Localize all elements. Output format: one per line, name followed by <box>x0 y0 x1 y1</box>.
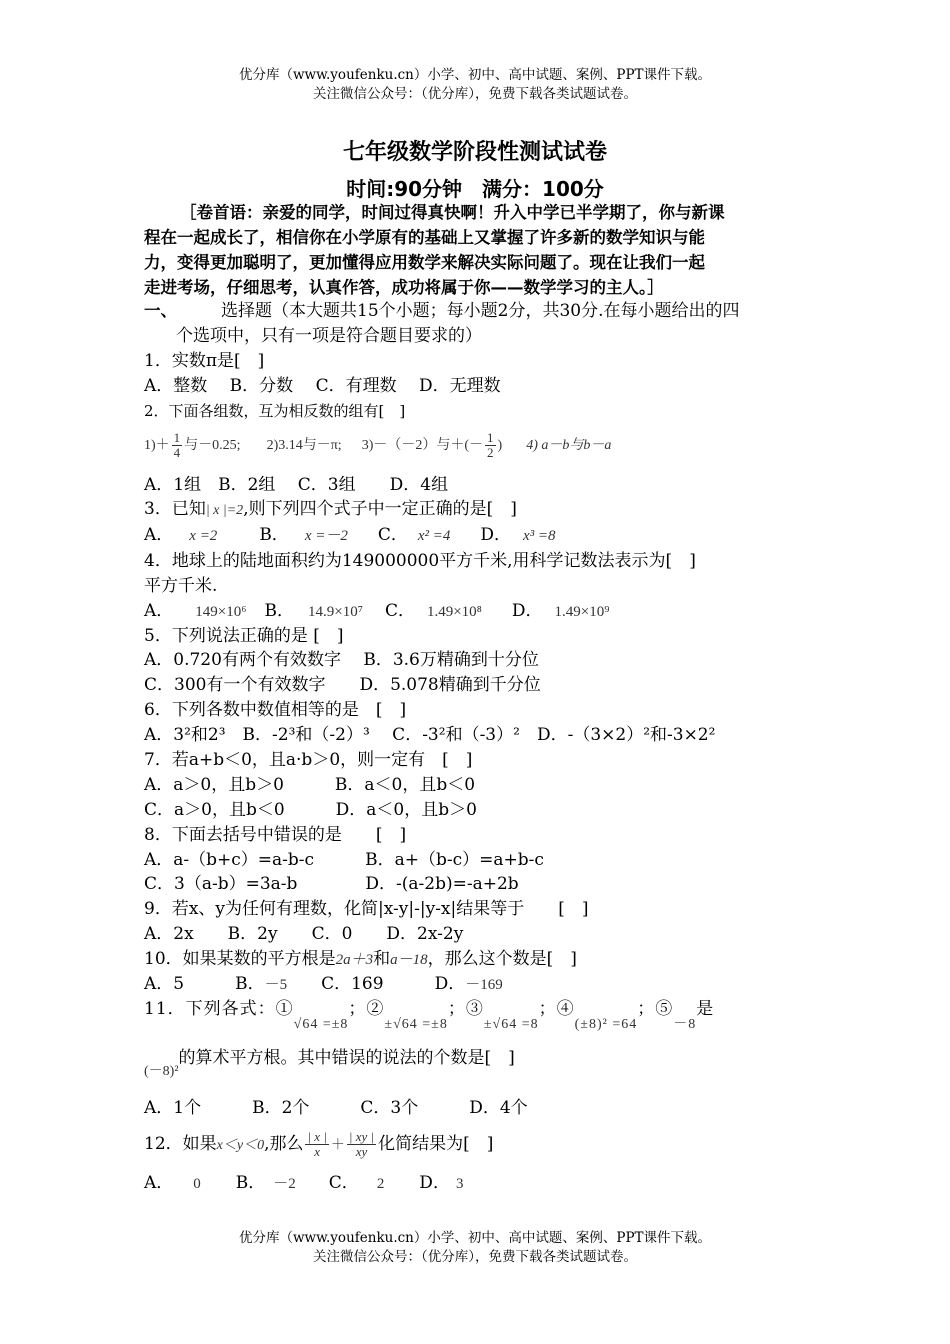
fraction-denominator: 4 <box>173 445 181 461</box>
q11-expr-1: √64 =±8 <box>293 1017 349 1032</box>
q3-option-a-label: A． <box>144 525 174 545</box>
question-7-options-1: A．a＞0，且b＞0 B．a＜0，且b＜0 <box>144 775 476 795</box>
preface-line-1: ［卷首语：亲爱的同学，时间过得真快啊！升入中学已半学期了，你与新课 <box>180 203 725 222</box>
question-10-stem <box>144 947 577 972</box>
q11-stem-suffix: 的算术平方根。其中错误的说法的个数是[ ] <box>178 1048 515 1068</box>
q4-option-b: 14.9×10⁷ <box>307 604 363 620</box>
q12-fraction-1 <box>305 1130 328 1159</box>
q2-expr-3-prefix: 3)－（－2）与＋(－ <box>361 438 484 453</box>
question-11-stem <box>144 997 715 1032</box>
q10-options-c-d: C．169 D． <box>287 974 466 994</box>
q3-option-a: x =2 <box>189 528 218 544</box>
question-10-options <box>144 972 503 997</box>
question-5-stem: 5．下列说法正确的是 [ ] <box>144 626 344 646</box>
q12-option-a-label: A． <box>144 1173 174 1193</box>
q12-option-c-label: C． <box>311 1173 359 1193</box>
exam-title: 七年级数学阶段性测试试卷 <box>342 140 607 165</box>
question-3-options <box>144 523 556 548</box>
question-11-options: A．1个 B．2个 C．3个 D．4个 <box>144 1098 528 1118</box>
q2-fraction-3 <box>485 431 496 460</box>
q11-sep-3: ；③ <box>447 999 484 1019</box>
footer-line-2: 关注微信公众号：（优分库），免费下载各类试题试卷。 <box>313 1249 637 1265</box>
q2-expr-3-suffix: ) <box>497 438 503 453</box>
fraction-numerator: | x | <box>307 1129 327 1144</box>
question-8-stem: 8．下面去括号中错误的是 [ ] <box>144 825 407 845</box>
q4-option-c: 1.49×10⁸ <box>426 604 482 620</box>
section-heading <box>144 299 739 323</box>
fraction-numerator: 1 <box>173 430 181 446</box>
q2-expr-1-suffix: 与－0.25; <box>184 438 241 453</box>
q12-stem-suffix: 化简结果为[ ] <box>378 1134 494 1154</box>
q12-option-b: －2 <box>273 1176 296 1192</box>
q10-root-1: 2a＋3 <box>335 952 374 968</box>
q4-option-d-label: D． <box>511 601 543 621</box>
q12-option-c: 2 <box>376 1176 385 1192</box>
q12-fraction-2 <box>347 1130 376 1159</box>
q11-sep-5: ；⑤ <box>637 999 674 1019</box>
preface-line-3: 力，变得更加聪明了，更加懂得应用数学来解决实际问题了。现在让我们一起 <box>144 253 705 272</box>
preface-line-4: 走进考场，仔细思考，认真作答，成功将属于你——数学学习的主人。］ <box>144 278 664 297</box>
q3-option-c: x² =4 <box>417 528 451 544</box>
q3-option-b: x =－2 <box>304 528 348 544</box>
q12-plus: ＋ <box>330 1138 345 1153</box>
question-6-stem: 6．下列各数中数值相等的是 [ ] <box>144 700 407 720</box>
question-1-options: A．整数 B．分数 C．有理数 D．无理数 <box>144 376 501 396</box>
question-4-options <box>144 599 610 624</box>
q10-root-2: a－18 <box>390 952 428 968</box>
fraction-numerator: 1 <box>487 430 494 446</box>
q3-option-d: x³ =8 <box>523 528 556 544</box>
question-6-options: A．3²和2³ B．-2³和（-2）³ C．-3²和（-3）² D．-（3×2）²和-3×2² <box>144 725 716 745</box>
question-7-options-2: C．a＞0，且b＜0 D．a＜0，且b＞0 <box>144 800 477 820</box>
q12-option-d: 3 <box>455 1176 464 1192</box>
section-number: 一、 <box>144 301 177 320</box>
question-9-stem: 9．若x、y为任何有理数，化简|x-y|-|y-x|结果等于 [ ] <box>144 899 589 919</box>
section-name: 选择题 <box>221 301 272 321</box>
question-5-options-1: A．0.720有两个有效数字 B．3.6万精确到十分位 <box>144 650 539 670</box>
question-4-stem: 4．地球上的陆地面积约为149000000平方千米,用科学记数法表示为[ ] <box>144 551 696 571</box>
q10-stem-prefix: 10．如果某数的平方根是 <box>144 949 336 969</box>
q11-stem-is: 是 <box>696 999 715 1019</box>
fraction-denominator: 2 <box>487 445 494 461</box>
footer-line-1: 优分库（www.youfenku.cn）小学、初中、高中试题、案例、PPT课件下载。 <box>238 1230 712 1246</box>
q12-option-b-label: B． <box>218 1173 266 1193</box>
q4-option-d: 1.49×10⁹ <box>554 604 610 620</box>
question-5-options-2: C．300有一个有效数字 D．5.078精确到千分位 <box>144 675 541 695</box>
q2-expr-4: 4) a－b与b－a <box>526 438 612 453</box>
section-desc-2: 个选项中，只有一项是符合题目要求的） <box>176 326 482 346</box>
q4-option-b-label: B． <box>264 601 294 621</box>
q3-option-b-label: B． <box>259 525 289 545</box>
header-line-2: 关注微信公众号：（优分库），免费下载各类试题试卷。 <box>313 86 637 102</box>
question-2-stem: 2．下面各组数，互为相反数的组有[ ] <box>144 402 406 420</box>
q12-option-a: 0 <box>193 1176 201 1192</box>
q12-stem-then: ,那么 <box>264 1134 304 1154</box>
question-7-stem: 7．若a+b＜0，且a·b＞0，则一定有 [ ] <box>144 750 473 770</box>
q11-expr-2: ±√64 =±8 <box>384 1017 448 1032</box>
question-2-options: A．1组 B．2组 C．3组 D．4组 <box>144 475 449 495</box>
q4-option-a-label: A． <box>144 601 174 621</box>
question-12-stem <box>144 1124 493 1166</box>
question-12-options <box>144 1171 463 1196</box>
q11-expr-4: (±8)² =64 <box>574 1017 638 1032</box>
q12-stem-prefix: 12．如果 <box>144 1134 217 1154</box>
question-9-options: A．2x B．2y C．0 D．2x-2y <box>144 924 464 944</box>
q10-options-a-b: A．5 B． <box>144 974 265 994</box>
fraction-numerator: | xy | <box>348 1129 375 1144</box>
question-8-options-1: A．a-（b+c）=a-b-c B．a+（b-c）=a+b-c <box>144 850 544 870</box>
q2-expr-1-prefix: 1)＋ <box>144 438 170 453</box>
q11-expr-3: ±√64 =8 <box>483 1017 539 1032</box>
q12-option-d-label: D． <box>402 1173 450 1193</box>
question-8-options-2: C．3（a-b）=3a-b D．-(a-2b)=-a+2b <box>144 874 519 894</box>
q4-option-c-label: C． <box>384 601 415 621</box>
question-2-expressions <box>144 428 611 464</box>
q3-option-d-label: D． <box>480 525 512 545</box>
q11-expr-6: (－8)² <box>144 1064 179 1079</box>
section-desc-1: （本大题共15个小题；每小题2分，共30分.在每小题给出的四 <box>272 301 740 321</box>
q11-stem-prefix: 11．下列各式：① <box>144 999 294 1019</box>
question-4-stem-2: 平方千米. <box>144 576 218 596</box>
q11-sep-4: ；④ <box>538 999 575 1019</box>
q10-option-b: －5 <box>264 977 288 993</box>
q11-expr-5: －8 <box>673 1017 697 1032</box>
q3-stem-prefix: 3．已知 <box>144 499 206 519</box>
preface-line-2: 程在一起成长了，相信你在小学原有的基础上又掌握了许多新的数学知识与能 <box>144 228 705 247</box>
question-11-stem-2 <box>144 1046 515 1079</box>
q2-fraction-1 <box>172 431 183 460</box>
q10-option-d: －169 <box>465 977 503 993</box>
header-line-1: 优分库（www.youfenku.cn）小学、初中、高中试题、案例、PPT课件下载。 <box>238 67 712 83</box>
q3-abs-expression: | x |=2 <box>205 503 244 518</box>
question-3-stem <box>144 497 517 523</box>
q12-condition: x＜y＜0 <box>216 1138 265 1153</box>
q3-option-c-label: C． <box>377 525 408 545</box>
q4-option-a: 149×10⁶ <box>195 604 247 620</box>
q10-stem-and: 和 <box>373 949 391 969</box>
q11-sep-2: ；② <box>348 999 385 1019</box>
q3-stem-suffix: ,则下列四个式子中一定正确的是[ ] <box>243 499 517 519</box>
q10-stem-suffix: ，那么这个数是[ ] <box>427 949 577 969</box>
question-1-stem: 1．实数π是[ ] <box>144 351 265 371</box>
exam-subtitle: 时间:90分钟 满分：100分 <box>346 177 604 201</box>
q2-expr-2: 2)3.14与－π; <box>266 438 342 453</box>
fraction-denominator: x <box>314 1144 321 1159</box>
fraction-denominator: xy <box>355 1144 368 1159</box>
